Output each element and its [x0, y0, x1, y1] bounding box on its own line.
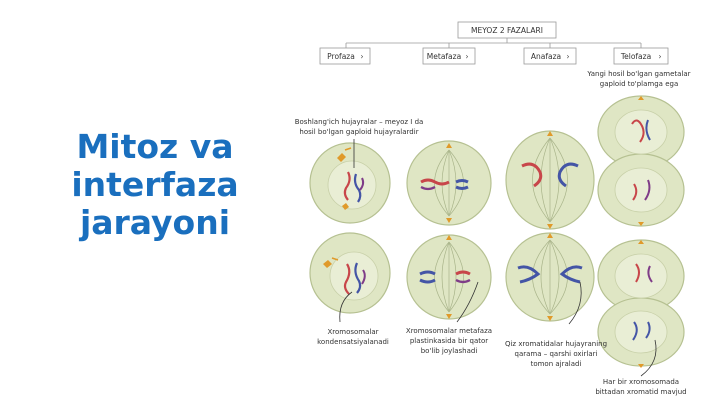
note-profaza-bottom-line-1: Xromosomalar [327, 328, 379, 336]
note-telofaza-top [586, 70, 690, 88]
note-telofaza-bottom [595, 378, 686, 396]
note-profaza-top [295, 118, 424, 136]
note-anafaza-bottom [505, 340, 607, 368]
header-text: MEYOZ 2 FAZALARI [471, 26, 543, 35]
note-telofaza-top-line-2: gaploid to'plamga ega [599, 80, 679, 88]
phase-label-telofaza: Telofaza [620, 52, 652, 61]
note-anafaza-bottom-line-2: qarama – qarshi oxirlari [514, 350, 598, 358]
title-line-1: Mitoz va [76, 127, 234, 166]
note-metafaza-bottom-line-1: Xromosomalar metafaza [405, 327, 493, 335]
title-line-2: interfaza [71, 165, 239, 204]
title-line-3: jarayoni [79, 203, 231, 242]
phase-box-metafaza [423, 48, 475, 64]
svg-text:›: › [658, 52, 662, 61]
header-connectors [346, 38, 641, 48]
cell-telofaza-bottom [598, 240, 684, 368]
cell-metafaza-bottom [407, 235, 491, 319]
svg-text:›: › [566, 52, 570, 61]
note-profaza-bottom-line-2: kondensatsiyalanadi [317, 338, 389, 346]
phase-box-anafaza [524, 48, 576, 64]
note-metafaza-bottom-line-2: plastinkasida bir qator [409, 337, 489, 345]
phase-label-profaza: Profaza [327, 52, 355, 61]
phase-label-metafaza: Metafaza [426, 52, 462, 61]
note-anafaza-bottom-line-1: Qiz xromatidalar hujayraning [504, 340, 608, 348]
phase-box-profaza [320, 48, 370, 64]
header-box [458, 22, 556, 38]
note-telofaza-bottom-line-1: Har bir xromosomada [602, 378, 680, 386]
note-telofaza-bottom-line-2: bittadan xromatid mavjud [595, 388, 687, 396]
cell-telofaza-top [598, 96, 684, 226]
svg-text:›: › [360, 52, 364, 61]
note-metafaza-bottom-line-3: bo'lib joylashadi [420, 347, 478, 355]
svg-text:›: › [465, 52, 469, 61]
phase-label-anafaza: Anafaza [530, 52, 562, 61]
cell-anafaza-bottom [506, 233, 594, 321]
note-metafaza-bottom [406, 327, 492, 355]
note-anafaza-bottom-line-3: tomon ajraladi [530, 360, 582, 368]
note-profaza-bottom [317, 328, 389, 346]
cell-profaza-top [310, 143, 390, 223]
note-profaza-top-line-2: hosil bo'lgan gaploid hujayralardir [299, 128, 419, 136]
cell-anafaza-top [506, 131, 594, 229]
phase-box-telofaza [614, 48, 668, 64]
cell-profaza-bottom [310, 233, 390, 313]
note-telofaza-top-line-1: Yangi hosil bo'lgan gametalar [587, 70, 691, 78]
cell-metafaza-top [407, 141, 491, 225]
note-profaza-top-line-1: Boshlang'ich hujayralar – meyoz I da [294, 118, 424, 126]
